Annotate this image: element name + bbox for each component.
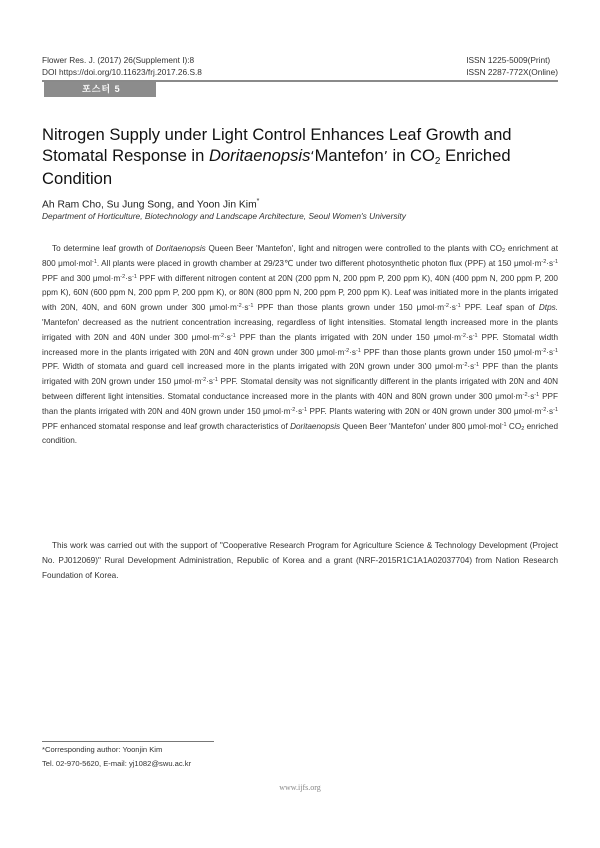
superscript: -1 [553, 258, 559, 265]
journal-header-right [466, 55, 558, 78]
title-cultivar: Mantefon [314, 146, 384, 165]
abstract-text: PPF. Plants watering with 20N or 40N grown under 300 μmol·m [307, 406, 542, 416]
superscript: -1 [132, 273, 137, 280]
superscript: -2 [344, 347, 350, 354]
superscript: -1 [501, 421, 507, 428]
abstract-text: PPF than the plants irrigated with 20N grown under 150 μmol·m [42, 362, 558, 387]
section-tag: 포스터 5 [44, 82, 156, 97]
abstract-text: 'Mantefon' decreased as the nutrient concentration increasing, regardless of light intensities. Stomatal length increased more in the plants irrigated with 20N and 40N under 300 μmol·m [42, 317, 558, 342]
abstract-text: ·s [546, 258, 554, 268]
abstract-text: ·s [467, 362, 475, 372]
abstract-text: PPF enhanced stomatal response and leaf growth characteristics of [42, 421, 291, 431]
issn-print: ISSN 1225-5009(Print) [466, 55, 551, 65]
abstract-text: ·s [224, 332, 231, 342]
abstract-text: PPF and 300 μmol·m [42, 273, 121, 283]
superscript: -2 [541, 406, 547, 413]
abstract-text: PPF than the plants irrigated with 20N under 150 μmol·m [235, 332, 461, 342]
abstract-text: . All plants were placed in growth chamber at 29/23℃ under two different photosynthetic photon flux (PPF) at 150 μmol·m [96, 258, 542, 268]
superscript: -1 [474, 362, 480, 369]
abstract-text: enrichment at 800 μmol·mol [42, 244, 558, 268]
superscript: -2 [219, 332, 225, 339]
footnote-rule [42, 741, 214, 742]
acknowledgement-paragraph: This work was carried out with the support of "Cooperative Research Program for Agriculture Science & Technology Development (Project No. PJ012069)" Rural Development Administration, Republic of Korea and a grant (NRF-2015R1C1A1A02037704) from Nation Research Foundation of Korea. [42, 541, 558, 580]
title-part-3: Enriched Condition [42, 146, 511, 188]
abstract-text: CO [506, 421, 522, 431]
abstract-text: PPF. Width of stomata and guard cell increased more in the plants irrigated with 20N grown under 300 μmol·m [42, 362, 463, 372]
abstract-text: ·s [448, 303, 456, 313]
title-close-quote: ’ [383, 150, 388, 165]
superscript: -2 [541, 347, 547, 354]
abstract-text: enriched condition. [42, 421, 559, 446]
superscript: -2 [120, 273, 126, 280]
author-names: Ah Ram Cho, Su Jung Song, and Yoon Jin Kim [42, 199, 257, 211]
superscript: -1 [534, 391, 540, 398]
superscript: -2 [236, 303, 242, 310]
superscript: -1 [91, 258, 97, 265]
abstract-text: Queen Beer 'Mantefon', light and nitrogen were controlled to the plants with CO [205, 244, 502, 253]
abstract-text: ·s [206, 377, 214, 387]
superscript: -1 [455, 303, 461, 310]
superscript: -2 [290, 406, 296, 413]
genus-abbreviation: Dtps. [538, 303, 558, 313]
abstract-text: ·s [546, 347, 554, 357]
superscript: -2 [541, 258, 547, 265]
superscript: -1 [472, 332, 478, 339]
doi-link[interactable]: DOI https://doi.org/10.11623/frj.2017.26.S.8 [42, 66, 202, 77]
issn-online: ISSN 2287-772X(Online) [466, 66, 558, 77]
contact-info: Tel. 02-970-5620, E-mail: yj1082@swu.ac.kr [42, 759, 192, 768]
superscript: -1 [302, 406, 308, 413]
corresponding-author-note: *Corresponding author: Yoonjin Kim [42, 745, 163, 754]
superscript: -1 [213, 377, 218, 384]
superscript: -2 [444, 303, 449, 310]
superscript: -1 [356, 347, 361, 354]
superscript: -2 [462, 362, 468, 369]
title-co2-subscript: 2 [434, 156, 441, 167]
superscript: -1 [248, 303, 254, 310]
abstract-text: PPF than those plants grown under 150 μmol·m [253, 303, 445, 313]
superscript: -1 [553, 347, 558, 354]
journal-citation: Flower Res. J. (2017) 26(Supplement I):8 [42, 55, 195, 65]
superscript: -2 [522, 391, 528, 398]
superscript: -1 [230, 332, 236, 339]
abstract-text: PPF. Leaf span of [460, 303, 539, 313]
genus-name: Doritaenopsis [290, 421, 341, 431]
abstract-text: ·s [465, 332, 473, 342]
subscript: 2 [521, 425, 525, 432]
superscript: -1 [553, 406, 558, 413]
abstract-text: PPF. Stomatal density was not significantly different in the plants irrigated with 20N and 40N between different light intensities. Stomatal conductance increased more in the plants with 40N and 80N grown under 300 μmol·m [42, 377, 558, 401]
abstract-text: ·s [241, 303, 249, 313]
abstract-text: ·s [527, 391, 535, 401]
journal-header-left [42, 55, 202, 78]
title-part-2: in CO [387, 146, 435, 165]
abstract-text: ·s [125, 273, 132, 283]
superscript: -2 [461, 332, 466, 339]
affiliation: Department of Horticulture, Biotechnology and Landscape Architecture, Seoul Women's University [42, 211, 406, 221]
corresponding-mark: * [256, 198, 260, 205]
abstract-text: ·s [546, 406, 554, 416]
paper-title [42, 124, 562, 189]
abstract-text: PPF with different nitrogen content at 20N (200 ppm N, 200 ppm P, 200 ppm K), 40N (400 ppm N, 200 ppm P, 200 ppm K), 60N (600 ppm N, 200 ppm P, 200 ppm K), or 80N (800 ppm N, 200 ppm P, 200 ppm K). Leaf was initiated more in the plants irrigated with 20N, 40N, and 60N grown under 300 μmol·m [42, 273, 558, 313]
author-list [42, 198, 259, 210]
abstract-text: PPF. Stomatal width increased more in the plants irrigated with 20N and 40N grown under 300 μmol·m [42, 332, 558, 357]
superscript: -2 [201, 377, 207, 384]
abstract-text: PPF than those plants grown under 150 μmol·m [360, 347, 542, 357]
title-part-1: Nitrogen Supply under Light Control Enhances Leaf Growth and Stomatal Response in [42, 125, 512, 165]
genus-name: Doritaenopsis [155, 244, 206, 253]
subscript: 2 [502, 248, 506, 254]
abstract-text: Queen Beer 'Mantefon' under 800 μmol·mol [340, 421, 502, 431]
abstract-text: ·s [295, 406, 303, 416]
abstract-text: PPF than the plants irrigated with 20N and 40N grown under 150 μmol·m [42, 391, 558, 416]
title-genus: Doritaenopsis [208, 146, 311, 165]
abstract-text: ·s [349, 347, 357, 357]
abstract-paragraph [42, 242, 558, 449]
footer-url[interactable]: www.ijfs.org [279, 783, 321, 792]
abstract-text: To determine leaf growth of [52, 244, 156, 253]
title-open-quote: ‘ [310, 150, 315, 165]
